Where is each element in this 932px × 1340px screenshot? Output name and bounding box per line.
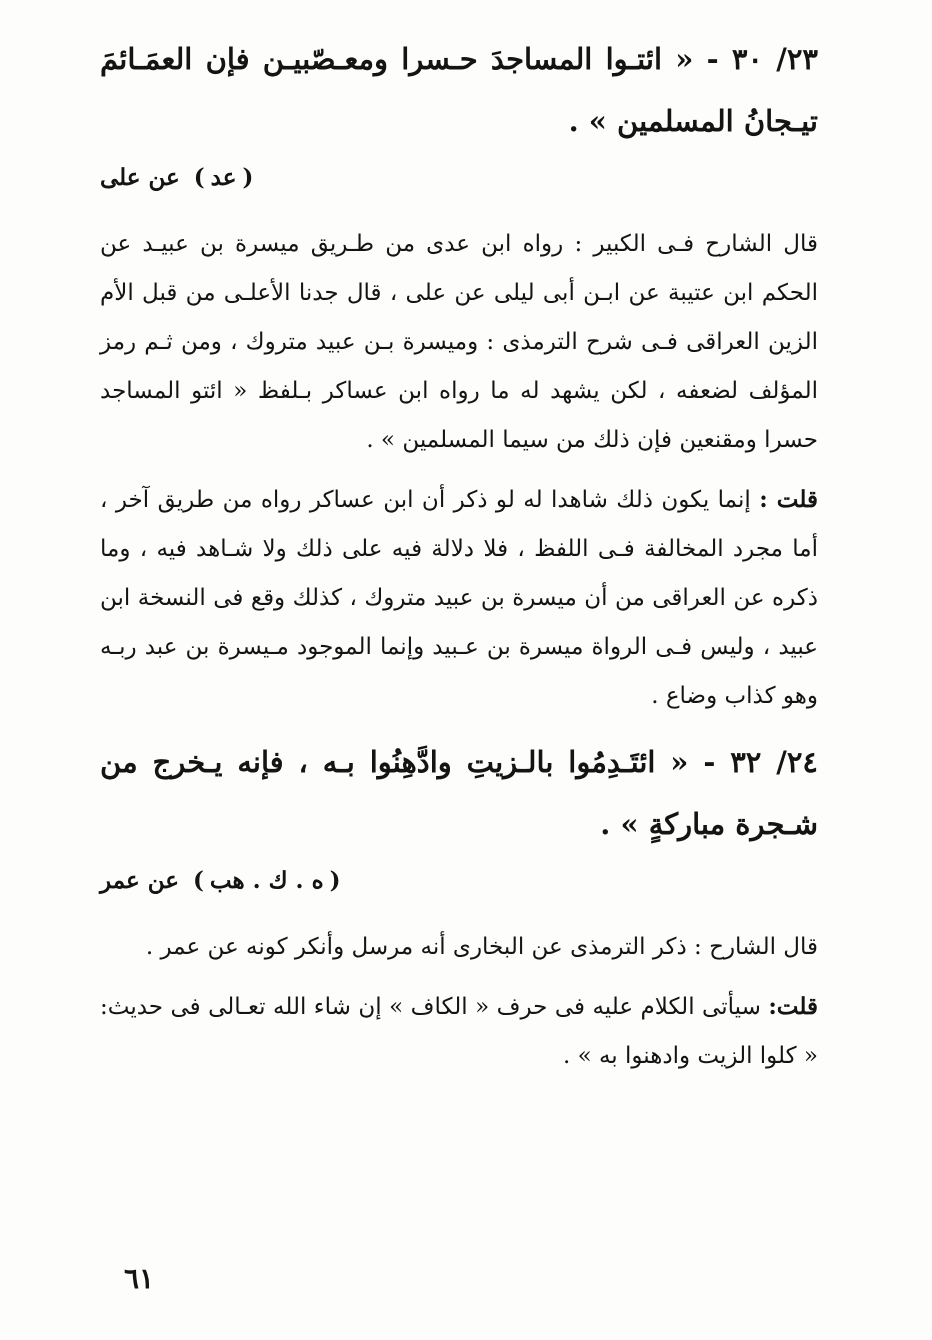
sharh-text: ذكر الترمذى عن البخارى أنه مرسل وأنكر كونه عن عمر .	[145, 934, 687, 960]
source-open-paren: (	[329, 867, 341, 894]
sharh-lead: قال الشارح فـى الكبير :	[574, 231, 818, 257]
qultu-lead: قلت :	[759, 486, 819, 513]
source-close-paren: )	[192, 867, 204, 894]
hadith-source	[100, 160, 818, 196]
qultu-paragraph	[100, 982, 818, 1081]
sharh-lead: قال الشارح :	[694, 934, 818, 960]
page-number: ٦١	[124, 1262, 155, 1295]
sharh-paragraph	[100, 220, 818, 465]
hadith-matn: « ائتـوا المساجدَ حـسرا ومعـصّبيـن فإن العمَـائمَ تيـجانُ المسلمين » .	[100, 42, 818, 138]
source-abbrev: ه . ك . هب	[209, 867, 324, 894]
hadith-source	[100, 863, 818, 899]
source-narrator: عن على	[100, 164, 180, 191]
hadith-number: ٢٤/ ٣٢ -	[703, 745, 818, 779]
qultu-text: إنما يكون ذلك شاهدا له لو ذكر أن ابن عساكر رواه من طريق آخر ، أما مجرد المخالفة فـى اللفظ ، فلا دلالة فيه على ذلك ولا شـاهد فيه ، وما ذكره عن العراقى من أن ميسرة بن عبيد متروك ، كذلك وقع فى النسخة ابن عبيد ، وليس فـى الرواة ميسرة بن عـبيد وإنما الموجود مـيسرة بن عبد ربـه وهو كذاب وضاع .	[100, 487, 818, 709]
qultu-paragraph	[100, 475, 818, 721]
hadith-entry-24	[100, 731, 818, 1081]
hadith-entry-23	[100, 28, 818, 721]
source-narrator: عن عمر	[100, 867, 179, 894]
sharh-paragraph	[100, 923, 818, 972]
source-open-paren: (	[242, 164, 254, 191]
page-body	[100, 28, 818, 1091]
qultu-text: سيأتى الكلام عليه فى حرف « الكاف » إن شاء الله تعـالى فى حديث: « كلوا الزيت وادهنوا به » .	[100, 994, 818, 1069]
hadith-number: ٢٣/ ٣٠ -	[706, 42, 818, 76]
sharh-text: رواه ابن عدى من طـريق ميسرة بن عبيـد عن الحكم ابن عتيبة عن ابـن أبى ليلى عن على ، قال جدنا الأعلـى من قبل الأم الزين العراقى فـى شرح الترمذى : وميسرة بـن عبيد متروك ، ومن ثـم رمز المؤلف لضعفه ، لكن يشهد له ما رواه ابن عساكر بـلفظ « ائتو المساجد حسرا ومقنعين فإن ذلك من سيما المسلمين » .	[100, 231, 818, 453]
hadith-matn: « ائتَـدِمُوا بالـزيتِ وادَّهِنُوا بـه ، فإنه يـخرج من شـجرة مباركةٍ » .	[100, 745, 818, 841]
hadith-text	[100, 731, 818, 855]
hadith-text	[100, 28, 818, 152]
source-abbrev: عد	[210, 164, 237, 191]
source-close-paren: )	[193, 164, 205, 191]
qultu-lead: قلت:	[768, 993, 818, 1020]
